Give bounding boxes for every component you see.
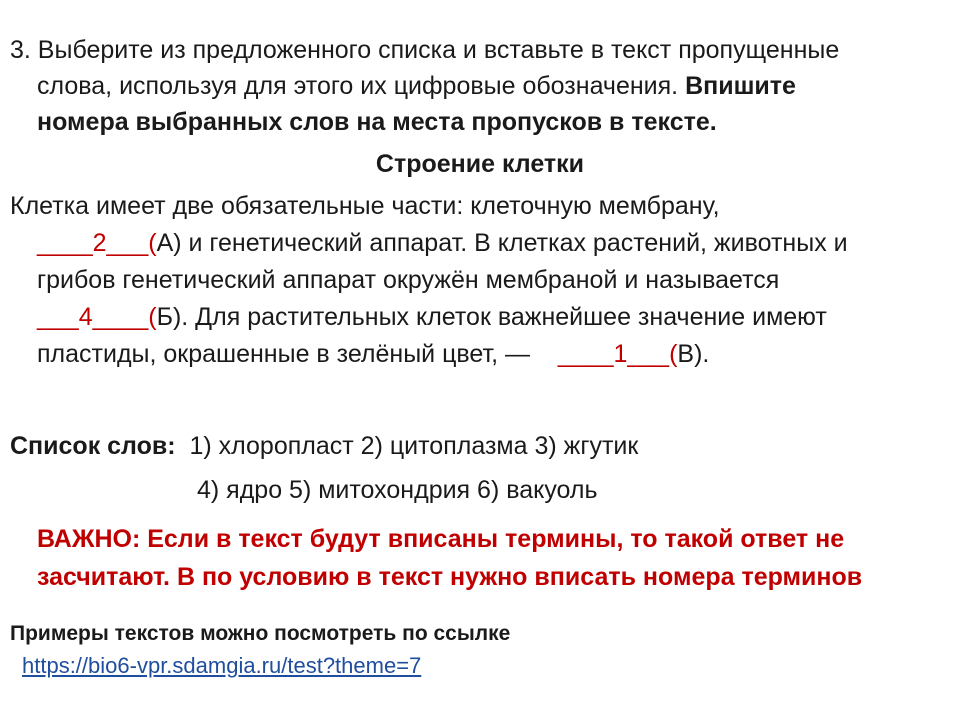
- examples-link[interactable]: https://bio6-vpr.sdamgia.ru/test?theme=7: [22, 653, 422, 678]
- blank-b-text: Б). Для растительных клеток важнейшее значение имеют: [156, 303, 827, 331]
- task-line-2-bold: Впишите: [685, 72, 796, 100]
- examples-text: Примеры текстов можно посмотреть по ссылке: [10, 622, 511, 645]
- word-list-items-2: 4) ядро 5) митохондрия 6) вакуоль: [197, 476, 598, 504]
- blank-c-text: В).: [677, 340, 710, 368]
- paragraph-line-5-text: пластиды, окрашенные в зелёный цвет, —: [37, 340, 531, 368]
- word-list-items-1: 1) хлоропласт 2) цитоплазма 3) жгутик: [189, 432, 639, 460]
- paragraph-line-2: [10, 225, 950, 262]
- word-list-label: Список слов:: [10, 432, 176, 460]
- word-list-row-1: [10, 424, 950, 468]
- paragraph-line-4: [10, 299, 950, 336]
- cell-paragraph: [10, 188, 950, 373]
- task-line-2-text: слова, используя для этого их цифровые обозначения.: [37, 72, 679, 100]
- task-line-2: [10, 68, 940, 104]
- task-line-3: номера выбранных слов на места пропусков в тексте.: [37, 108, 717, 136]
- warning-line-1: ВАЖНО: Если в текст будут вписаны термины, то такой ответ не: [37, 525, 845, 553]
- warning-line-2: засчитают. В по условию в текст нужно вписать номера терминов: [37, 563, 863, 591]
- section-title: Строение клетки: [375, 150, 585, 178]
- task-instructions: [10, 32, 940, 140]
- blank-a: ____2___(: [37, 229, 157, 257]
- task-line-1: 3. Выберите из предложенного списка и вставьте в текст пропущенные: [10, 36, 840, 64]
- blank-a-text: А) и генетический аппарат. В клетках растений, животных и: [156, 229, 848, 257]
- blank-b: ___4____(: [37, 303, 157, 331]
- warning-note: [37, 520, 952, 596]
- word-list: [10, 424, 950, 512]
- paragraph-line-1: Клетка имеет две обязательные части: клеточную мембрану,: [10, 192, 720, 220]
- paragraph-line-3: грибов генетический аппарат окружён мембраной и называется: [37, 266, 780, 294]
- paragraph-line-5: [10, 336, 950, 373]
- blank-c: ____1___(: [557, 340, 678, 368]
